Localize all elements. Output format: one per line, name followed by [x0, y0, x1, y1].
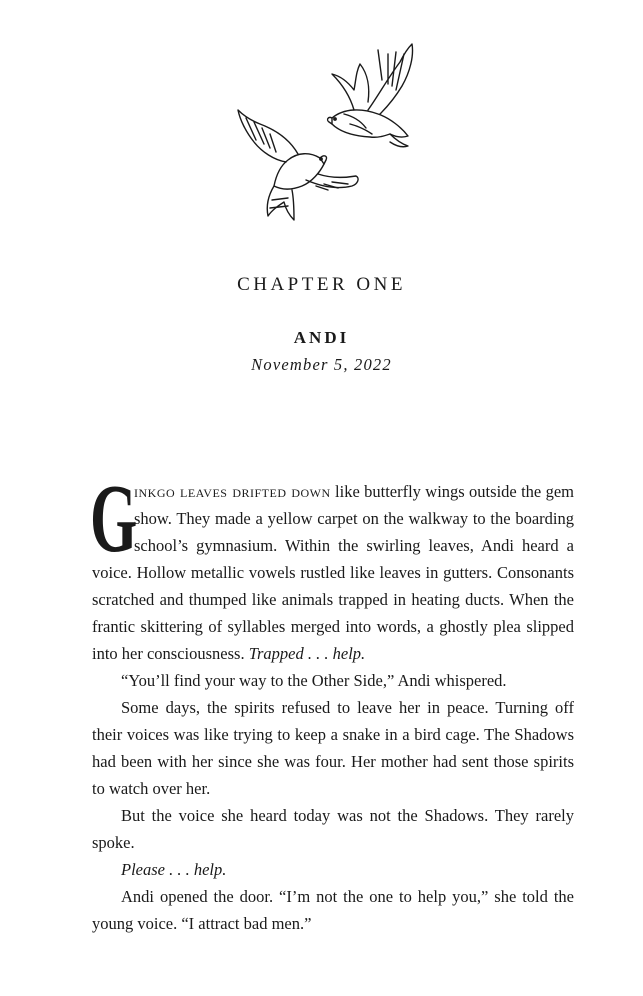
paragraph-1 — [90, 465, 574, 667]
chapter-body — [90, 465, 574, 937]
lead-in-small-caps: inkgo leaves drifted down — [134, 482, 331, 501]
drop-cap: G — [90, 465, 138, 573]
pov-character-name: ANDI — [293, 328, 350, 347]
paragraph-1-text: like butterfly wings outside the gem show. They made a yellow carpet on the walkway to the boarding school’s gymnasium. Within the swirling leaves, Andi heard a voice. Hollow metallic vowels rustled like leaves in gutters. Consonants scratched and thumped like animals trapped in heating ducts. When the frantic skittering of syllables merged into words, a ghostly plea slipped into her consciousness. — [92, 482, 574, 663]
chapter-heading: CHAPTER ONE — [237, 274, 406, 295]
chapter-date: November 5, 2022 — [251, 355, 392, 374]
paragraph-6: Andi opened the door. “I’m not the one to help you,” she told the young voice. “I attract bad men.” — [92, 887, 574, 933]
paragraph-2: “You’ll find your way to the Other Side,” Andi whispered. — [121, 671, 507, 690]
paragraph-3: Some days, the spirits refused to leave her in peace. Turning off their voices was like trying to keep a snake in a bird cage. The Shadows had been with her since she was four. Her mother had sent those spirits to watch over her. — [92, 698, 574, 798]
paragraph-5: Please . . . help. — [121, 860, 227, 879]
lower-dove-icon — [238, 110, 358, 220]
two-doves-illustration — [232, 40, 417, 225]
paragraph-4: But the voice she heard today was not the Shadows. They rarely spoke. — [92, 806, 574, 852]
ghost-plea-italic: Trapped . . . help. — [248, 644, 366, 663]
upper-dove-icon — [328, 44, 413, 147]
